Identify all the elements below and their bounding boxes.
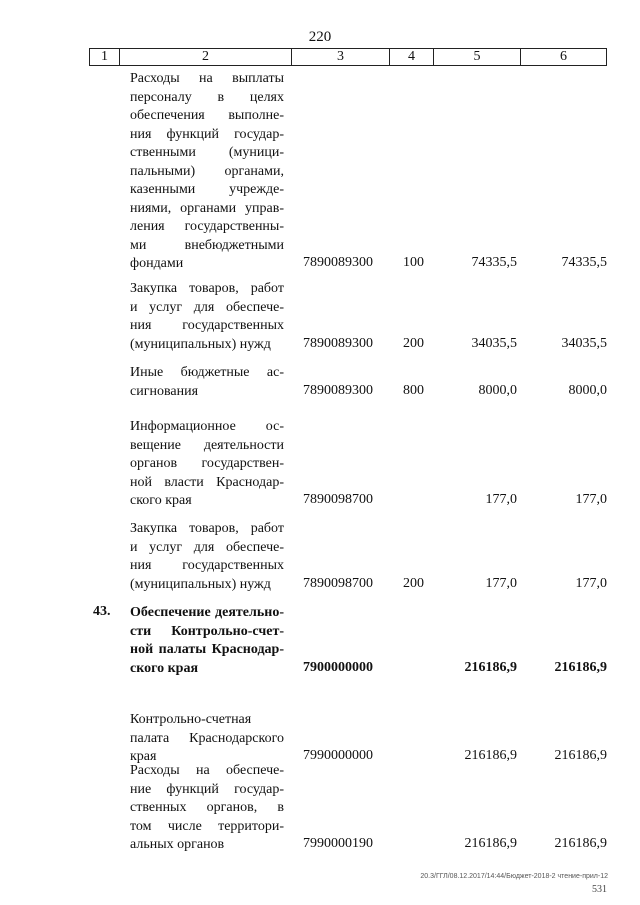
description-line: и услуг для обеспече- xyxy=(130,299,284,315)
column-header: 2 xyxy=(120,49,292,65)
row-code: 7990000190 xyxy=(303,836,373,851)
description-line: обеспечения выполне- xyxy=(130,108,284,123)
description-line: сигнования xyxy=(130,383,199,399)
row-description xyxy=(130,70,284,274)
description-line: Расходы на выплаты xyxy=(130,71,284,86)
table-header-row xyxy=(89,48,607,66)
description-line: и услуг для обеспече- xyxy=(130,539,284,555)
description-line: ной власти Краснодар- xyxy=(130,474,284,490)
row-description xyxy=(130,604,284,678)
row-value-5: 216186,9 xyxy=(464,836,517,851)
row-value-6: 216186,9 xyxy=(554,748,607,763)
description-line: Закупка товаров, работ xyxy=(130,521,284,536)
description-line: ского края xyxy=(130,493,192,508)
row-expense-type: 200 xyxy=(403,575,424,591)
column-header: 5 xyxy=(434,49,521,65)
description-line: персоналу в целях xyxy=(130,89,284,105)
description-line: ния функций государ- xyxy=(130,126,284,142)
description-line: Обеспечение деятельно- xyxy=(130,605,284,620)
description-line: Информационное ос- xyxy=(130,419,284,434)
row-description xyxy=(130,364,284,401)
description-line: ми внебюджетными xyxy=(130,237,284,253)
description-line: ственными (муници- xyxy=(130,145,284,160)
row-value-5: 74335,5 xyxy=(471,255,517,270)
row-value-5: 8000,0 xyxy=(478,382,517,398)
column-header: 3 xyxy=(292,49,390,65)
description-line: Иные бюджетные ас- xyxy=(130,365,284,380)
row-value-6: 216186,9 xyxy=(554,659,607,675)
row-value-6: 34035,5 xyxy=(561,335,607,351)
row-description xyxy=(130,418,284,511)
row-value-5: 34035,5 xyxy=(471,335,517,351)
page-number: 220 xyxy=(308,29,332,45)
row-description xyxy=(130,280,284,354)
footer-stamp: 20.3/ГГЛ/08.12.2017/14:44/Бюджет-2018-2 чтение-прил-12 xyxy=(420,873,608,880)
description-line: ной палаты Краснодар- xyxy=(130,642,284,657)
row-value-5: 177,0 xyxy=(485,492,517,507)
description-line: пальными) органами, xyxy=(130,163,284,179)
description-line: ниями, органами управ- xyxy=(130,200,284,216)
description-line: ния государственных xyxy=(130,558,284,573)
row-expense-type: 100 xyxy=(403,255,424,270)
description-line: Расходы на обеспече- xyxy=(130,763,284,778)
row-number: 43. xyxy=(93,604,111,619)
description-line: Закупка товаров, работ xyxy=(130,281,284,296)
description-line: края xyxy=(130,749,157,764)
description-line: том числе территори- xyxy=(130,818,284,834)
row-code: 7900000000 xyxy=(303,659,373,675)
row-code: 7890089300 xyxy=(303,335,373,351)
row-code: 7990000000 xyxy=(303,748,373,763)
row-description xyxy=(130,711,284,767)
row-code: 7890089300 xyxy=(303,382,373,398)
description-line: альных органов xyxy=(130,837,225,852)
description-line: казенными учрежде- xyxy=(130,182,284,197)
description-line: Контрольно-счетная xyxy=(130,712,252,727)
description-line: ского края xyxy=(130,660,199,676)
column-header: 6 xyxy=(560,49,567,64)
footer-page-number: 531 xyxy=(592,884,607,895)
description-line: сти Контрольно-счет- xyxy=(130,623,284,639)
row-expense-type: 800 xyxy=(403,382,424,398)
row-description xyxy=(130,520,284,594)
row-code: 7890089300 xyxy=(303,255,373,270)
row-code: 7890098700 xyxy=(303,492,373,507)
column-header: 1 xyxy=(90,49,120,65)
row-code: 7890098700 xyxy=(303,575,373,591)
row-value-6: 177,0 xyxy=(575,575,607,591)
row-value-6: 177,0 xyxy=(575,492,607,507)
row-value-5: 177,0 xyxy=(485,575,517,591)
row-description xyxy=(130,762,284,855)
description-line: вещение деятельности xyxy=(130,437,284,453)
description-line: органов государствен- xyxy=(130,456,284,471)
description-line: фондами xyxy=(130,256,184,271)
row-value-5: 216186,9 xyxy=(464,748,517,763)
row-value-5: 216186,9 xyxy=(464,659,517,675)
row-expense-type: 200 xyxy=(403,335,424,351)
description-line: палата Краснодарского xyxy=(130,730,284,746)
description-line: ния государственных xyxy=(130,318,284,333)
row-value-6: 8000,0 xyxy=(568,382,607,398)
description-line: ние функций государ- xyxy=(130,781,284,797)
row-value-6: 216186,9 xyxy=(554,836,607,851)
description-line: ственных органов, в xyxy=(130,800,284,815)
column-header: 4 xyxy=(390,49,434,65)
description-line: (муниципальных) нужд xyxy=(130,336,271,352)
row-value-6: 74335,5 xyxy=(561,255,607,270)
description-line: (муниципальных) нужд xyxy=(130,576,271,592)
description-line: ления государственны- xyxy=(130,219,284,234)
